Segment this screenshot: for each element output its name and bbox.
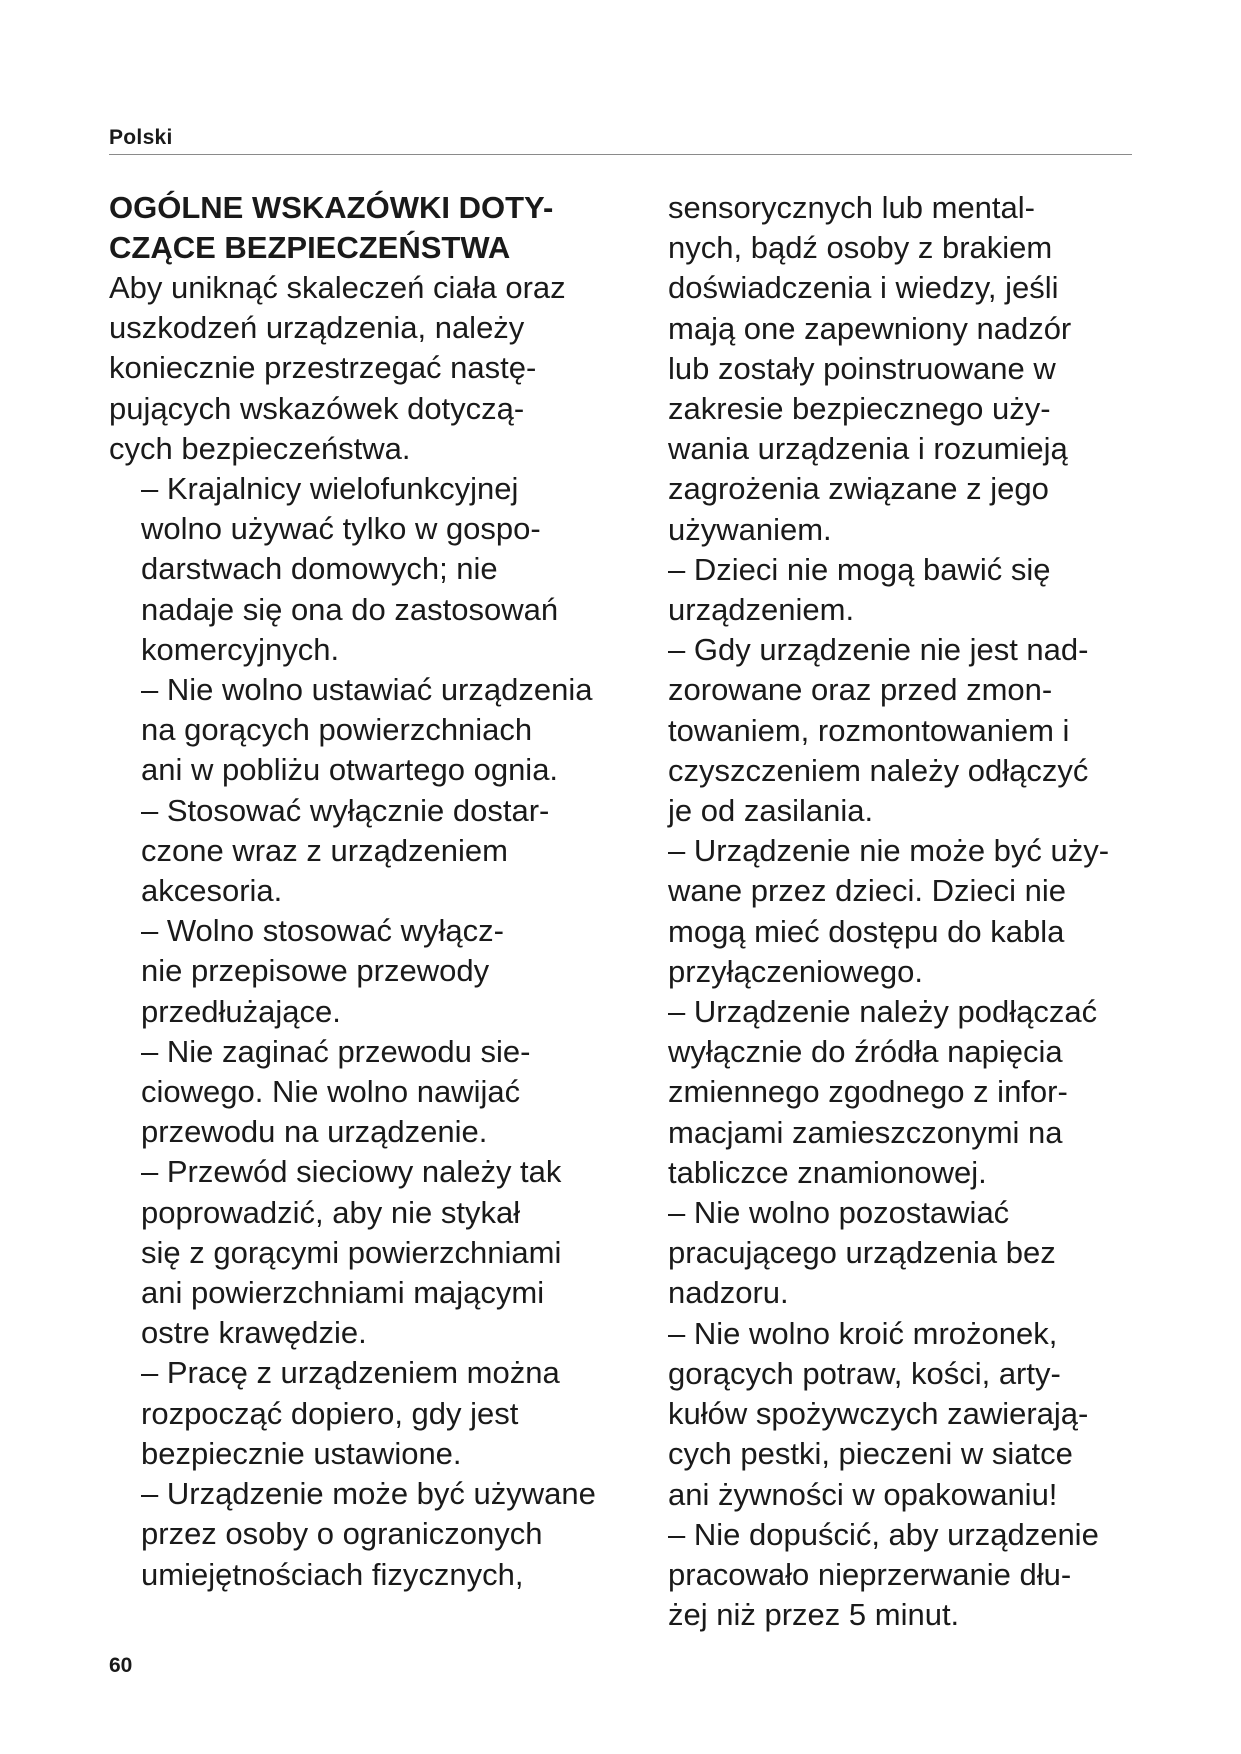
list-line: przez osoby o ograniczonych: [141, 1516, 543, 1552]
text-line: macjami zamieszczonymi na: [668, 1114, 1063, 1150]
text-line: czyszczeniem należy odłączyć: [668, 752, 1089, 788]
list-line: akcesoria.: [141, 873, 283, 909]
text-line: cych bezpieczeństwa.: [109, 430, 411, 466]
text-line: je od zasilania.: [668, 793, 874, 829]
text-line: używaniem.: [668, 511, 832, 547]
text-line: cych pestki, pieczeni w siatce: [668, 1436, 1073, 1472]
list-line: przewodu na urządzenie.: [141, 1114, 488, 1150]
heading-line: OGÓLNE WSKAZÓWKI DOTY-: [109, 190, 554, 225]
intro-paragraph: [109, 268, 649, 469]
text-line: żej niż przez 5 minut.: [668, 1597, 960, 1633]
list-line: nadaje się ona do zastosowań: [141, 591, 559, 627]
list-line: przedłużające.: [141, 993, 341, 1029]
list-line: – Przewód sieciowy należy tak: [141, 1154, 562, 1190]
text-line: towaniem, rozmontowaniem i: [668, 712, 1070, 748]
list-line: ani powierzchniami mającymi: [141, 1275, 545, 1311]
text-line: pracowało nieprzerwanie dłu-: [668, 1556, 1072, 1592]
page-number: 60: [109, 1654, 133, 1677]
list-line: – Wolno stosować wyłącz-: [141, 913, 504, 949]
list-line: ani w pobliżu otwartego ognia.: [141, 752, 559, 788]
text-line: wane przez dzieci. Dzieci nie: [668, 873, 1067, 909]
list-line: – Krajalnicy wielofunkcyjnej: [141, 471, 519, 507]
list-line: – Nie wolno ustawiać urządzenia: [141, 672, 593, 708]
list-line: – Nie zaginać przewodu sie-: [141, 1033, 531, 1069]
section-heading: [109, 188, 649, 268]
text-line: przyłączeniowego.: [668, 953, 924, 989]
text-line: – Gdy urządzenie nie jest nad-: [668, 632, 1089, 668]
list-line: się z gorącymi powierzchniami: [141, 1234, 562, 1270]
text-line: ani żywności w opakowaniu!: [668, 1476, 1058, 1512]
list-line: – Pracę z urządzeniem można: [141, 1355, 560, 1391]
text-line: gorących potraw, kości, arty-: [668, 1355, 1061, 1391]
text-line: pracującego urządzenia bez: [668, 1235, 1056, 1271]
text-line: nadzoru.: [668, 1275, 789, 1311]
text-line: – Dzieci nie mogą bawić się: [668, 551, 1051, 587]
left-column: [109, 188, 649, 1595]
list-line: bezpiecznie ustawione.: [141, 1435, 462, 1471]
text-line: lub zostały poinstruowane w: [668, 350, 1056, 386]
text-line: zakresie bezpiecznego uży-: [668, 391, 1051, 427]
text-line: Aby uniknąć skaleczeń ciała oraz: [109, 270, 566, 305]
list-line: nie przepisowe przewody: [141, 953, 490, 989]
list-line: komercyjnych.: [141, 631, 340, 667]
text-line: zmiennego zgodnego z infor-: [668, 1074, 1068, 1110]
text-line: tabliczce znamionowej.: [668, 1154, 987, 1190]
safety-list: [109, 469, 649, 1595]
right-column: [668, 188, 1148, 1635]
text-line: mogą mieć dostępu do kabla: [668, 913, 1065, 949]
list-line: umiejętnościach fizycznych,: [141, 1556, 524, 1592]
list-line: – Stosować wyłącznie dostar-: [141, 792, 550, 828]
text-line: – Nie wolno pozostawiać: [668, 1195, 1010, 1231]
text-line: koniecznie przestrzegać nastę-: [109, 350, 537, 386]
text-line: urządzeniem.: [668, 592, 855, 628]
list-line: ostre krawędzie.: [141, 1315, 367, 1351]
header-divider: [109, 154, 1132, 155]
list-line: ciowego. Nie wolno nawijać: [141, 1074, 521, 1110]
list-line: – Urządzenie może być używane: [141, 1476, 596, 1512]
text-line: wyłącznie do źródła napięcia: [668, 1034, 1063, 1070]
list-line: na gorących powierzchniach: [141, 712, 533, 748]
text-line: nych, bądź osoby z brakiem: [668, 230, 1053, 266]
heading-line: CZĄCE BEZPIECZEŃSTWA: [109, 230, 511, 265]
text-line: wania urządzenia i rozumieją: [668, 431, 1068, 467]
list-line: czone wraz z urządzeniem: [141, 832, 508, 868]
list-line: rozpocząć dopiero, gdy jest: [141, 1395, 519, 1431]
text-line: – Nie wolno kroić mrożonek,: [668, 1315, 1058, 1351]
text-line: sensorycznych lub mental-: [668, 190, 1035, 225]
text-line: doświadczenia i wiedzy, jeśli: [668, 270, 1059, 306]
list-line: poprowadzić, aby nie stykał: [141, 1194, 521, 1230]
text-line: pujących wskazówek dotyczą-: [109, 390, 525, 426]
text-line: uszkodzeń urządzenia, należy: [109, 310, 525, 346]
text-line: – Urządzenie nie może być uży-: [668, 833, 1110, 869]
text-line: zorowane oraz przed zmon-: [668, 672, 1053, 708]
text-line: kułów spożywczych zawierają-: [668, 1396, 1089, 1432]
language-label: Polski: [109, 126, 173, 149]
text-line: mają one zapewniony nadzór: [668, 310, 1072, 346]
list-line: wolno używać tylko w gospo-: [141, 511, 541, 547]
text-line: zagrożenia związane z jego: [668, 471, 1049, 507]
text-line: – Nie dopuścić, aby urządzenie: [668, 1516, 1099, 1552]
text-line: – Urządzenie należy podłączać: [668, 994, 1098, 1030]
list-line: darstwach domowych; nie: [141, 551, 498, 587]
